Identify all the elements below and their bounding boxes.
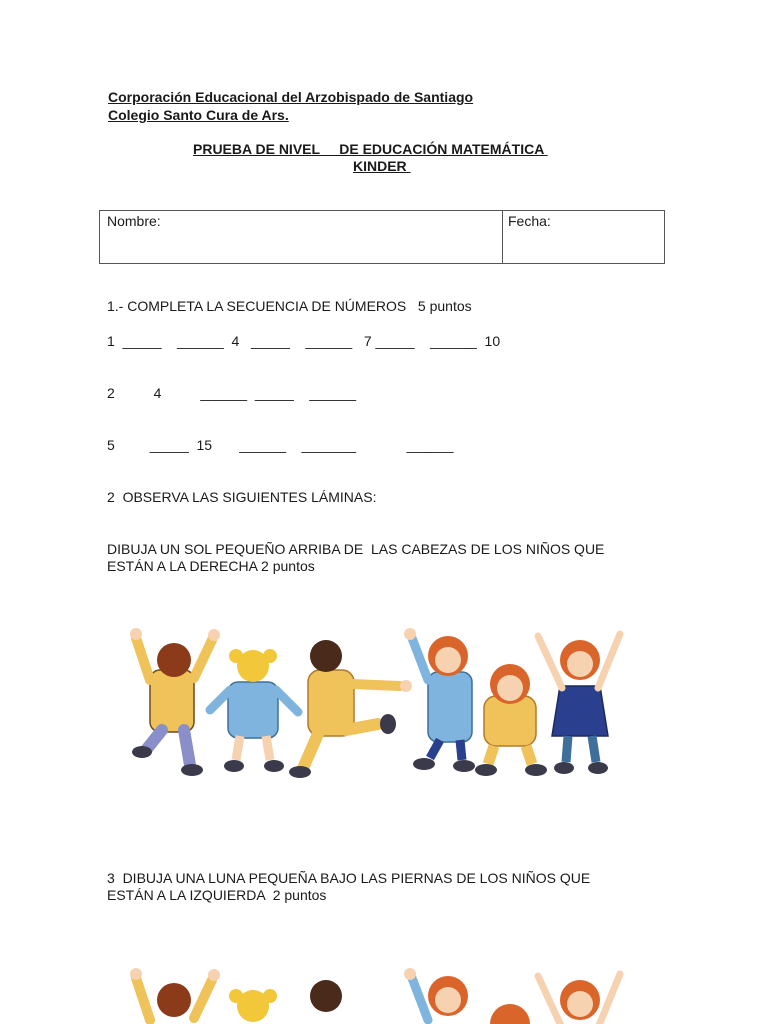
children-illustration-2 bbox=[128, 940, 624, 1024]
name-label: Nombre: bbox=[107, 213, 161, 229]
question-1-heading: 1.- COMPLETA LA SECUENCIA DE NÚMEROS 5 puntos bbox=[107, 298, 472, 314]
question-3-instruction-line-1: 3 DIBUJA UNA LUNA PEQUEÑA BAJO LAS PIERNAS DE LOS NIÑOS QUE bbox=[107, 870, 591, 886]
child-3 bbox=[289, 640, 412, 778]
children-illustration bbox=[128, 600, 624, 790]
test-level: KINDER bbox=[353, 158, 411, 174]
date-label: Fecha: bbox=[508, 213, 551, 229]
question-3-instruction-line-2: ESTÁN A LA IZQUIERDA 2 puntos bbox=[107, 887, 327, 903]
question-2-heading: 2 OBSERVA LAS SIGUIENTES LÁMINAS: bbox=[107, 489, 377, 505]
question-2-instruction-line-2: ESTÁN A LA DERECHA 2 puntos bbox=[107, 558, 315, 574]
test-title: PRUEBA DE NIVEL DE EDUCACIÓN MATEMÁTICA bbox=[193, 141, 548, 157]
child-6 bbox=[538, 634, 620, 774]
sequence-row-2: 2 4 ______ _____ ______ bbox=[107, 385, 357, 401]
school-name: Colegio Santo Cura de Ars. bbox=[108, 107, 289, 123]
child-2 bbox=[210, 649, 298, 772]
question-2-instruction-line-1: DIBUJA UN SOL PEQUEÑO ARRIBA DE LAS CABEZAS DE LOS NIÑOS QUE bbox=[107, 541, 605, 557]
sequence-row-1: 1 _____ ______ 4 _____ ______ 7 _____ ______ 10 bbox=[107, 333, 501, 349]
child-1 bbox=[130, 628, 220, 776]
child-4 bbox=[404, 628, 475, 772]
child-5 bbox=[475, 664, 547, 776]
table-divider bbox=[502, 211, 503, 263]
institution-name: Corporación Educacional del Arzobispado de Santiago bbox=[108, 89, 474, 105]
sequence-row-3: 5 _____ 15 ______ _______ ______ bbox=[107, 437, 454, 453]
student-info-table bbox=[99, 210, 665, 264]
